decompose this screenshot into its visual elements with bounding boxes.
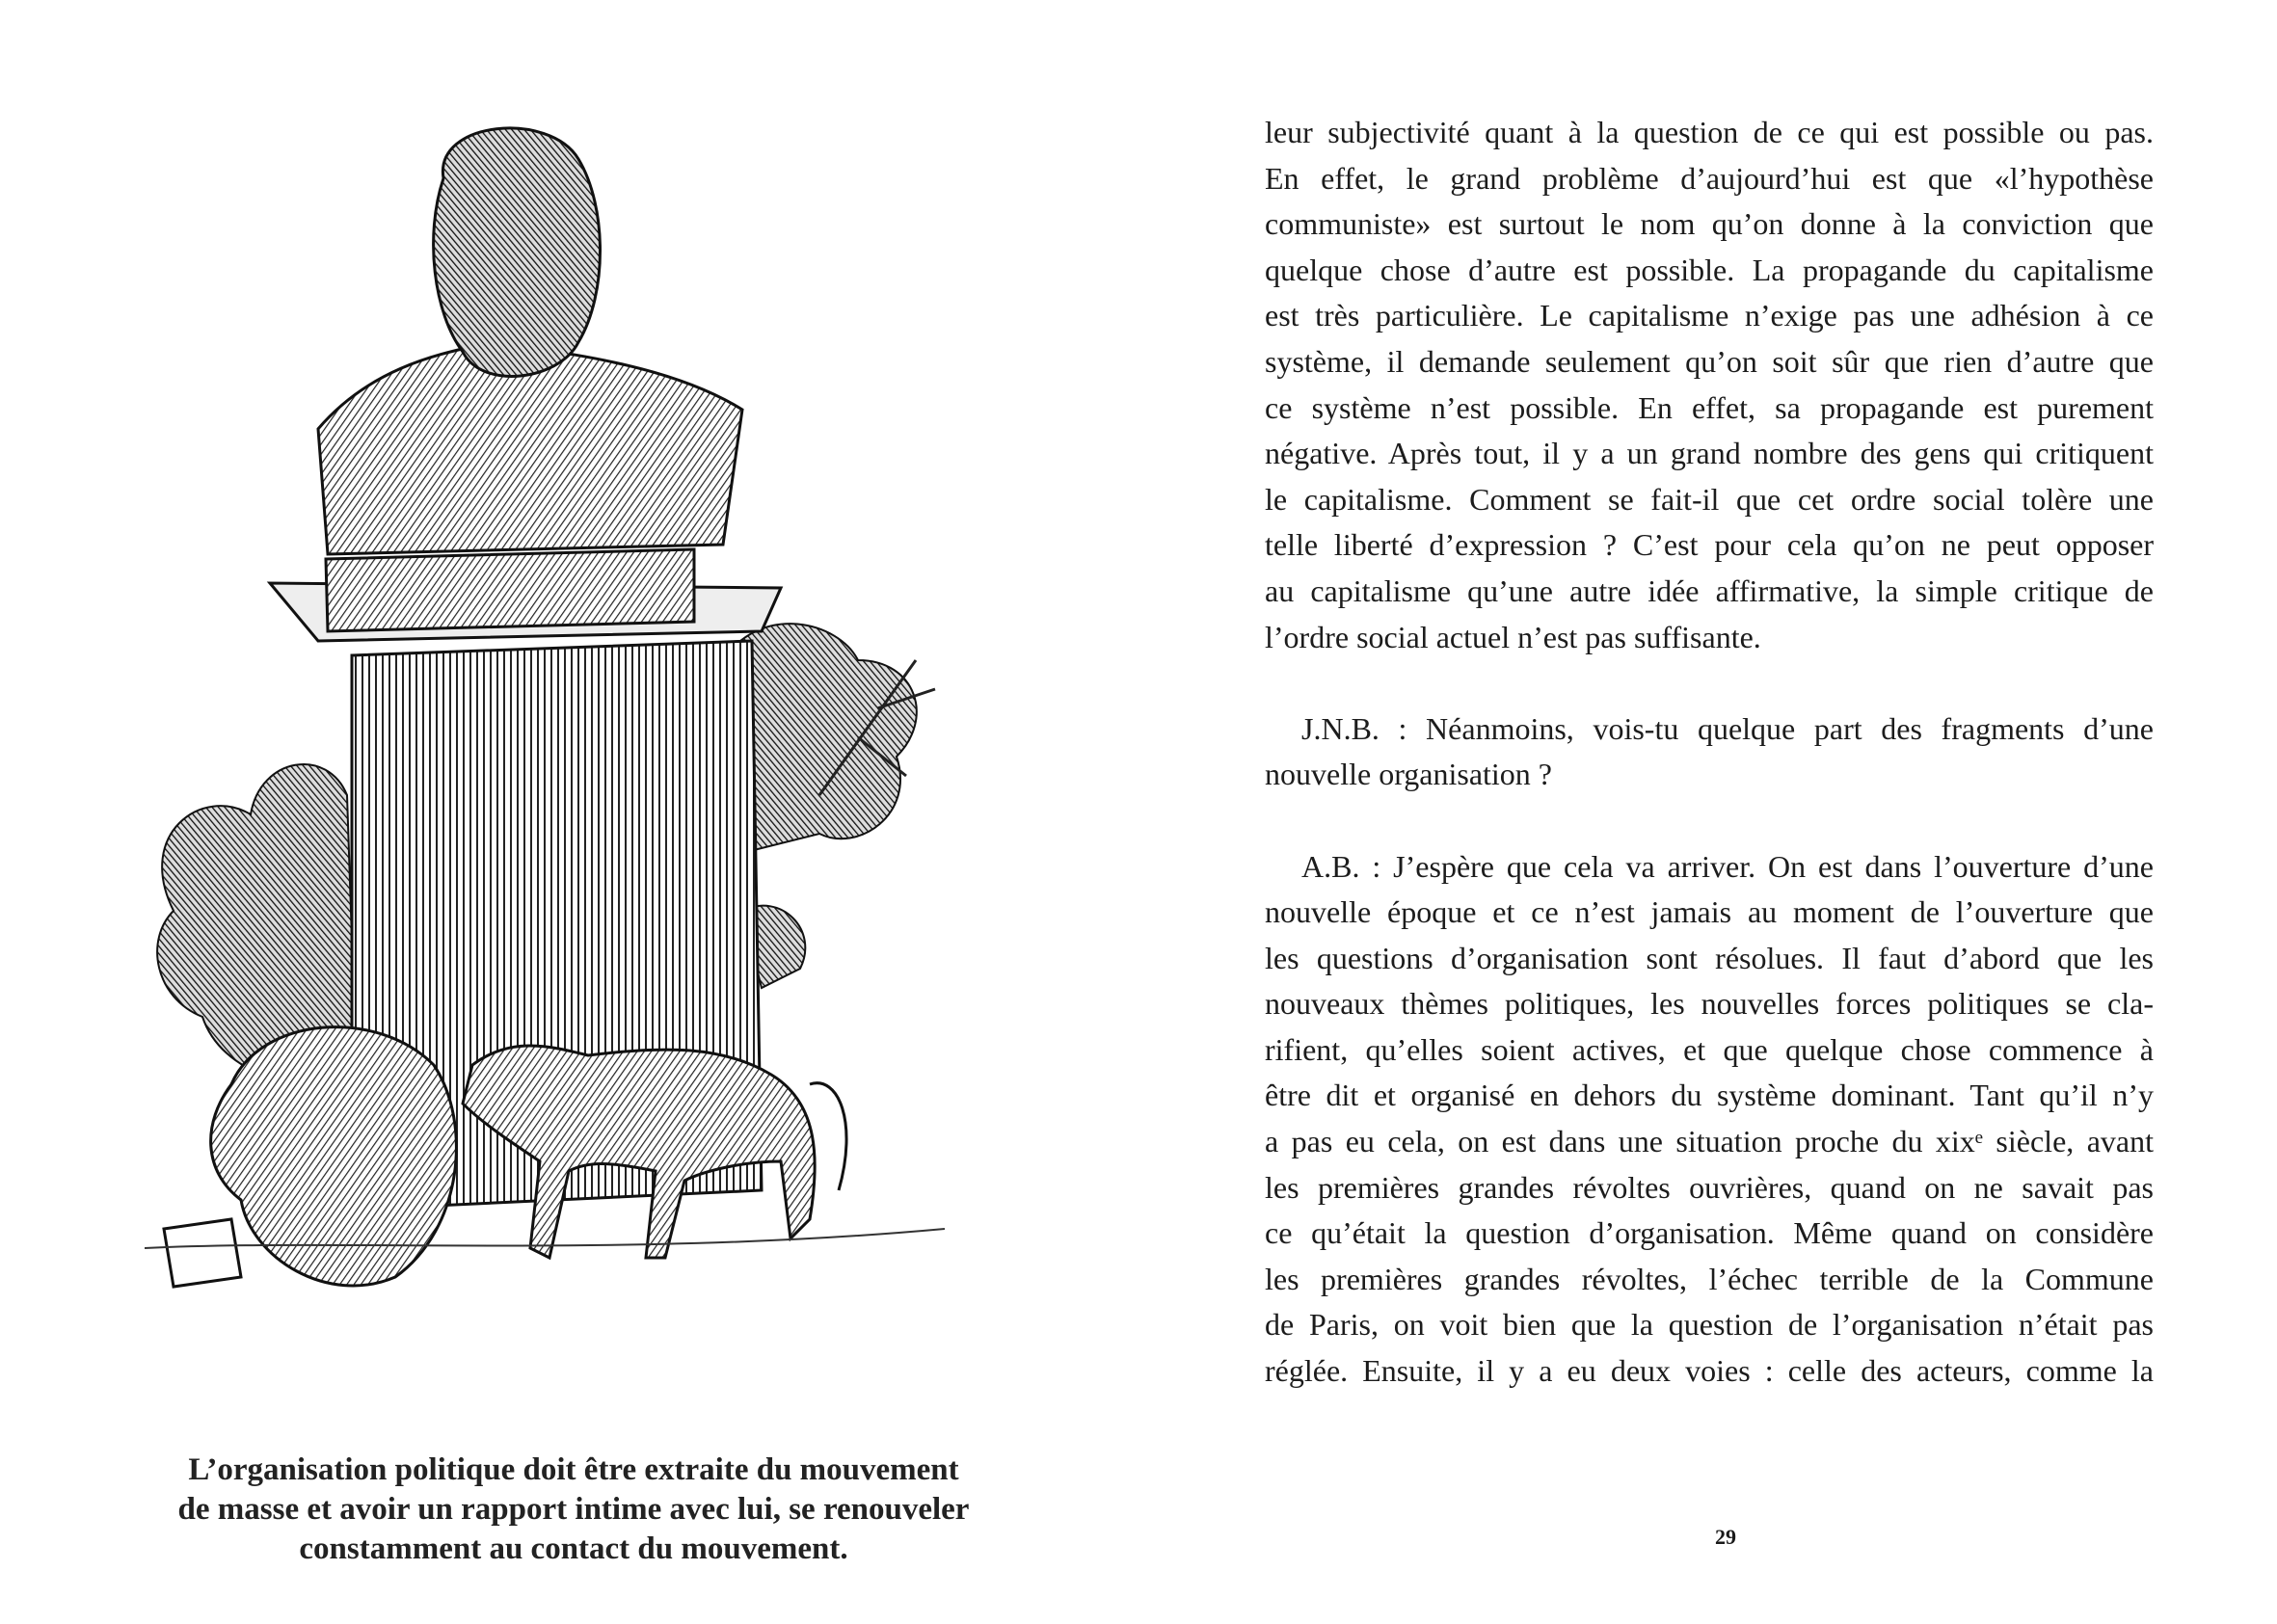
text-line: être dit et organisé en dehors du système dominant. Tant qu’il n’y bbox=[1265, 1078, 2154, 1113]
text-line: A.B. : J’espère que cela va arriver. On est dans l’ouverture d’une bbox=[1301, 848, 2154, 884]
bust bbox=[318, 128, 742, 554]
paragraph bbox=[1265, 110, 2154, 660]
text-line: réglée. Ensuite, il y a eu deux voies : celle des acteurs, comme la bbox=[1265, 1353, 2154, 1389]
text-line: rifient, qu’elles soient actives, et que quelque chose commence à bbox=[1265, 1031, 2154, 1067]
text-line: les premières grandes révoltes ouvrières, quand on ne savait pas bbox=[1265, 1169, 2154, 1205]
engraving-image bbox=[145, 120, 945, 1349]
text-line: système, il demande seulement qu’on soit sûr que rien d’autre que bbox=[1265, 343, 2154, 379]
paragraph-gap bbox=[1265, 660, 2154, 706]
paragraph bbox=[1265, 706, 2154, 798]
paragraph bbox=[1265, 844, 2154, 1395]
text-line: J.N.B. : Néanmoins, vois-tu quelque part des fragments d’une bbox=[1301, 710, 2154, 746]
text-line: nouvelle époque et ce n’est jamais au moment de l’ouverture que bbox=[1265, 894, 2154, 930]
fallen-head bbox=[164, 1027, 456, 1287]
caption-line: L’organisation politique doit être extraite du mouvement bbox=[188, 1452, 959, 1487]
text-line: En effet, le grand problème d’aujourd’hui est que «l’hypothèse bbox=[1265, 160, 2154, 196]
text-line: de Paris, on voit bien que la question de l’organisation n’était pas bbox=[1265, 1307, 2154, 1343]
text-line: au capitalisme qu’une autre idée affirmative, la simple critique de bbox=[1265, 572, 2154, 608]
bust-monument-illustration bbox=[145, 120, 945, 1349]
text-line: le capitalisme. Comment se fait-il que cet ordre social tolère une bbox=[1265, 481, 2154, 517]
text-line: nouveaux thèmes politiques, les nouvelles forces politiques se cla- bbox=[1265, 986, 2154, 1022]
text-line: communiste» est surtout le nom qu’on donne à la conviction que bbox=[1265, 206, 2154, 242]
text-line: ce système n’est possible. En effet, sa propagande est purement bbox=[1265, 389, 2154, 425]
text-line: leur subjectivité quant à la question de ce qui est possible ou pas. bbox=[1265, 115, 2154, 149]
text-line: telle liberté d’expression ? C’est pour cela qu’on ne peut opposer bbox=[1265, 527, 2154, 563]
text-line: négative. Après tout, il y a un grand nombre des gens qui critiquent bbox=[1265, 436, 2154, 471]
caption-line: de masse et avoir un rapport intime avec lui, se renouveler bbox=[177, 1492, 970, 1527]
text-line: l’ordre social actuel n’est pas suffisante. bbox=[1265, 619, 1761, 654]
text-line: est très particulière. Le capitalisme n’exige pas une adhésion à ce bbox=[1265, 298, 2154, 333]
text-line: a pas eu cela, on est dans une situation proche du xixᵉ siècle, avant bbox=[1265, 1124, 2154, 1159]
text-line: ce qu’était la question d’organisation. Même quand on considère bbox=[1265, 1215, 2154, 1251]
text-line: quelque chose d’autre est possible. La propagande du capitalisme bbox=[1265, 252, 2154, 287]
text-line: les questions d’organisation sont résolues. Il faut d’abord que les bbox=[1265, 940, 2154, 975]
text-line: les premières grandes révoltes, l’échec terrible de la Commune bbox=[1265, 1261, 2154, 1296]
body-text-column bbox=[1265, 110, 2154, 1395]
illustration-caption bbox=[135, 1451, 1012, 1569]
paragraph-gap bbox=[1265, 798, 2154, 844]
caption-line: constamment au contact du mouvement. bbox=[299, 1531, 848, 1566]
page-number: 29 bbox=[1715, 1525, 1736, 1549]
text-line: nouvelle organisation ? bbox=[1265, 757, 1552, 792]
